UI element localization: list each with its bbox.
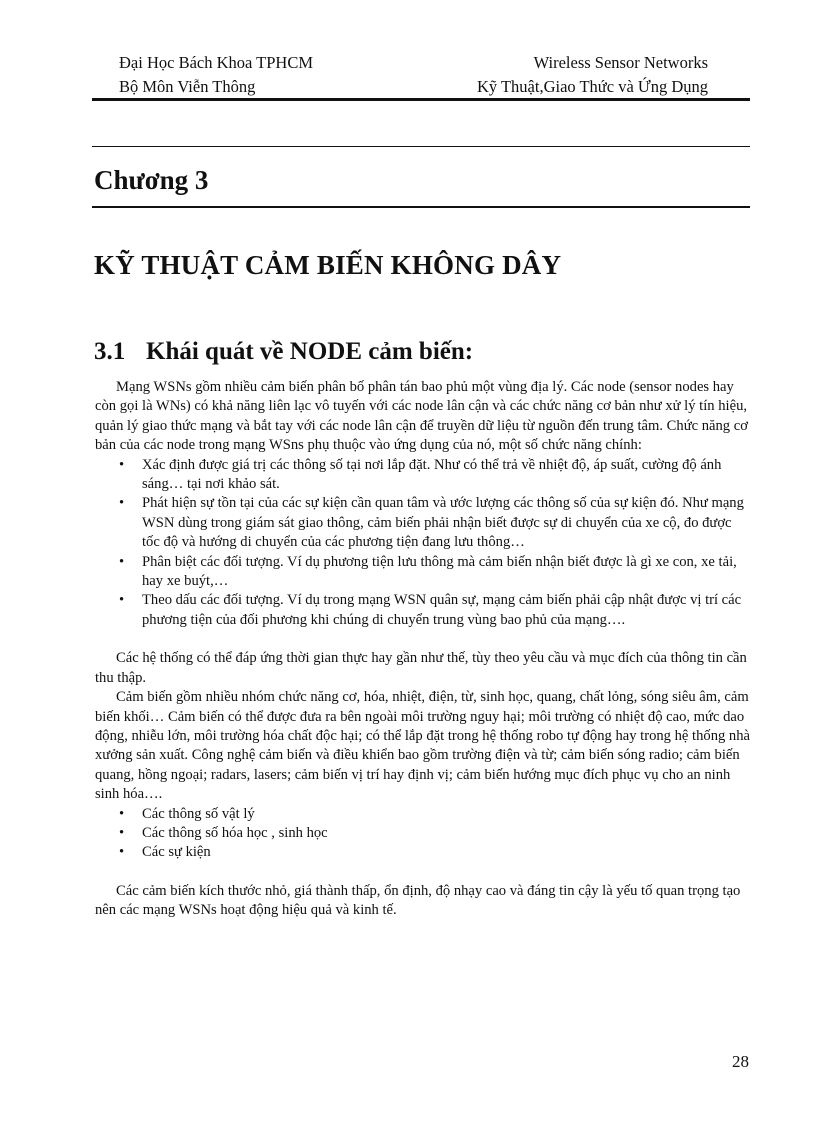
bullet-list <box>95 805 750 863</box>
bullet-icon: • <box>119 824 125 841</box>
spacer <box>95 863 750 882</box>
list-item-text: Các sự kiện <box>142 844 211 861</box>
page-header <box>117 51 708 99</box>
chapter-heading: Chương 3 <box>94 165 209 195</box>
list-item <box>95 591 750 630</box>
header-divider <box>92 98 750 101</box>
section-number: 3.1 <box>94 338 126 365</box>
list-item <box>95 824 750 843</box>
spacer <box>95 630 750 649</box>
header-book-title: Wireless Sensor Networks <box>533 53 708 72</box>
list-item-text: Xác định được giá trị các thông số tại nơi lắp đặt. Như có thể trả về nhiệt độ, áp suất, cường độ ánh sáng… tại nơi khảo sát. <box>142 456 722 493</box>
bullet-icon: • <box>119 805 125 822</box>
list-item-text: Phân biệt các đối tượng. Ví dụ phương tiện lưu thông mà cảm biến nhận biết được là gì xe con, xe tải, hay xe buýt,… <box>142 553 737 590</box>
header-department: Bộ Môn Viễn Thông <box>119 77 256 96</box>
list-item-text: Các thông số hóa học , sinh học <box>142 824 328 841</box>
paragraph: Các hệ thống có thể đáp ứng thời gian thực hay gần như thế, tùy theo yêu cầu và mục đích của thông tin cần thu thập. <box>95 650 747 686</box>
list-item-text: Phát hiện sự tồn tại của các sự kiện cần quan tâm và ước lượng các thông số của sự kiện đó. Như mạng WSN dùng trong giám sát giao thông, cảm biến phải nhận biết được sự di chuyển của xe cộ, đo được tốc độ và hướng di chuyển của các phương tiện đang lưu thông… <box>142 495 744 551</box>
section-title: Khái quát về NODE cảm biến: <box>146 338 474 365</box>
list-item <box>95 494 750 552</box>
page-number: 28 <box>732 1052 749 1071</box>
list-item-text: Theo dấu các đối tượng. Ví dụ trong mạng WSN quân sự, mạng cảm biến phải cập nhật được vị trí các phương tiện của đối phương khi chúng di chuyển trung vùng bao phủ của mạng…. <box>142 592 742 628</box>
header-university: Đại Học Bách Khoa TPHCM <box>119 53 314 72</box>
paragraph: Cảm biến gồm nhiều nhóm chức năng cơ, hóa, nhiệt, điện, từ, sinh học, quang, chất lỏng, sóng siêu âm, cảm biến khối… Cảm biến có thể được đưa ra bên ngoài môi trường nguy hại; môi trường có nhiệt độ cao, mức dao động, nhiễu lớn, môi trường hóa chất độc hại; có thể lắp đặt trong hệ thống robo tự động hay trong hệ thống nhà xưởng sản xuất. Công nghệ cảm biến và điều khiển bao gồm trường điện và từ; cảm biến sóng radio; cảm biến quang, hồng ngoại; radars, lasers; cảm biến vị trí hay định vị; cảm biến hướng mục đích phục vụ cho an ninh sinh hóa…. <box>95 689 751 803</box>
list-item <box>95 553 750 592</box>
body-content <box>95 378 750 921</box>
section-heading <box>94 338 473 366</box>
chapter-title: KỸ THUẬT CẢM BIẾN KHÔNG DÂY <box>94 250 562 280</box>
bullet-icon: • <box>119 553 125 570</box>
list-item <box>95 843 750 862</box>
bullet-icon: • <box>119 495 125 512</box>
chapter-bottom-divider <box>92 206 750 208</box>
list-item-text: Các thông số vật lý <box>142 805 255 822</box>
list-item <box>95 456 750 495</box>
bullet-icon: • <box>119 456 125 473</box>
chapter-top-divider <box>92 146 750 147</box>
list-item <box>95 805 750 824</box>
bullet-icon: • <box>119 592 125 609</box>
paragraph: Mạng WSNs gồm nhiều cảm biến phân bố phân tán bao phủ một vùng địa lý. Các node (sensor nodes hay còn gọi là WNs) có khả năng liên lạc vô tuyến với các node lân cận và các chức năng cơ bản như xử lý tín hiệu, quản lý giao thức mạng và bắt tay với các node lân cận để truyền dữ liệu từ nguồn đến trung tâm. Chức năng cơ bản của các node trong mạng WSns phụ thuộc vào ứng dụng của nó, một số chức năng chính: <box>95 379 748 454</box>
bullet-list <box>95 456 750 631</box>
bullet-icon: • <box>119 844 125 861</box>
header-book-subtitle: Kỹ Thuật,Giao Thức và Ứng Dụng <box>476 77 708 96</box>
paragraph: Các cảm biến kích thước nhỏ, giá thành thấp, ổn định, độ nhạy cao và đáng tin cậy là yếu tố quan trọng tạo nên các mạng WSNs hoạt động hiệu quả và kinh tế. <box>95 882 741 919</box>
